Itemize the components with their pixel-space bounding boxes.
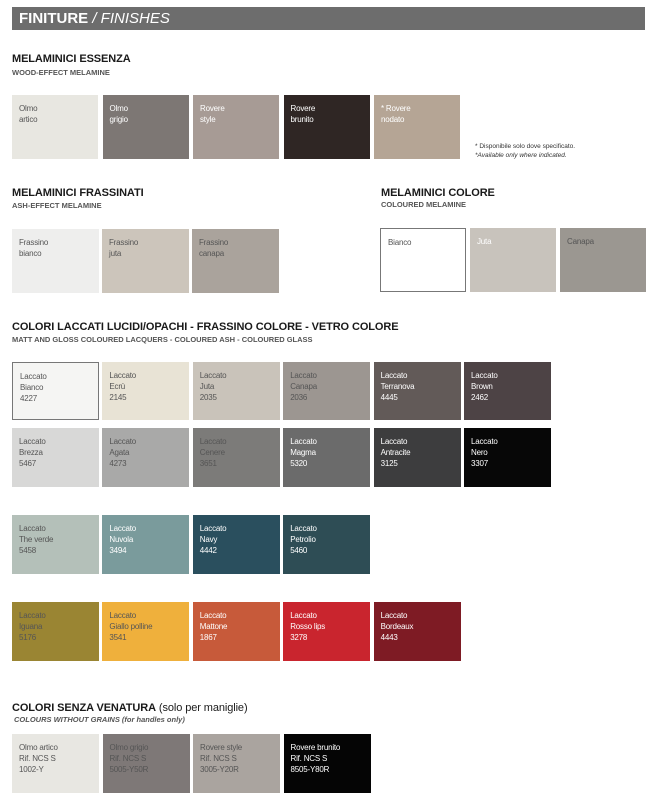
swatch-laccati-row1-4: [283, 362, 370, 420]
swatch-label: Olmo grigio Rif. NCS S 5005-Y50R: [109, 743, 149, 774]
swatch-laccati-row1-3: [193, 362, 280, 420]
swatch-laccati-row4-2: [102, 602, 189, 661]
swatch-laccati-row2-1: [12, 428, 99, 487]
swatch-label: Laccato Navy 4442: [199, 524, 227, 555]
swatch-label: Laccato Giallo polline 3541: [109, 611, 153, 642]
swatch-laccati-row2-2: [102, 428, 189, 487]
page-title: FINITURE / FINISHES: [19, 10, 170, 27]
swatch-label: Laccato Brown 2462: [471, 371, 498, 402]
swatch-label: Olmo artico: [19, 104, 38, 124]
swatch-laccati-row4-5: [374, 602, 461, 661]
swatch-label: Laccato Bordeaux 4443: [380, 611, 414, 642]
swatch-laccati-row3-2: [102, 515, 189, 574]
swatch-label: Rovere brunito Rif. NCS S 8505-Y80R: [290, 743, 341, 774]
swatch-label: Laccato Ecrù 2145: [109, 371, 137, 402]
section-title-essenza: MELAMINICI ESSENZA: [12, 53, 131, 65]
swatch-laccati-row1-2: [102, 362, 189, 420]
swatch-laccati-row2-5: [374, 428, 461, 487]
section-title-senza: COLORI SENZA VENATURA (solo per maniglie): [12, 702, 248, 714]
section-subtitle-senza: COLOURS WITHOUT GRAINS (for handles only): [14, 715, 185, 724]
swatch-laccati-row3-1: [12, 515, 99, 574]
swatch-label: Laccato Nero 3307: [471, 437, 498, 468]
swatch-label: Laccato Terranova 4445: [380, 371, 415, 402]
swatch-laccati-row2-6: [464, 428, 551, 487]
swatch-label: Laccato Mattone 1867: [199, 611, 228, 642]
swatch-label: Laccato Cenere 3651: [199, 437, 227, 468]
swatch-label: Olmo artico Rif. NCS S 1002-Y: [19, 743, 58, 774]
swatch-label: Canapa: [567, 237, 594, 246]
swatch-laccati-row4-1: [12, 602, 99, 661]
swatch-label: Laccato Antracite 3125: [380, 437, 411, 468]
swatch-label: Laccato Juta 2035: [199, 371, 227, 402]
swatch-label: Laccato Rosso lips 3278: [290, 611, 326, 642]
swatch-label: Juta: [477, 237, 492, 246]
swatch-label: Laccato Agata 4273: [109, 437, 137, 468]
swatch-senza-1: [12, 734, 99, 793]
swatch-senza-2: [103, 734, 190, 793]
swatch-label: Laccato Nuvola 3494: [109, 524, 137, 555]
swatch-frassinati-1: [12, 229, 99, 293]
swatch-essenza-4: [284, 95, 370, 159]
swatch-label: Laccato Petrolio 5460: [290, 524, 317, 555]
swatch-label: Rovere style: [200, 104, 225, 124]
swatch-label: Laccato The verde 5458: [19, 524, 54, 555]
swatch-laccati-row1-1: [12, 362, 99, 420]
section-title-laccati: COLORI LACCATI LUCIDI/OPACHI - FRASSINO COLORE - VETRO COLORE: [12, 321, 399, 333]
section-title-colore: MELAMINICI COLORE: [381, 187, 495, 199]
availability-note: * Disponibile solo dove specificato. *Available only where indicated.: [475, 143, 576, 159]
swatch-laccati-row2-4: [283, 428, 370, 487]
swatch-laccati-row1-5: [374, 362, 461, 420]
swatch-laccati-row3-3: [193, 515, 280, 574]
swatch-label: * Rovere nodato: [381, 104, 411, 124]
swatch-label: Rovere brunito: [290, 104, 316, 124]
section-title-frassinati: MELAMINICI FRASSINATI: [12, 187, 144, 199]
swatch-label: Frassino bianco: [19, 238, 49, 258]
swatch-label: Frassino juta: [109, 238, 139, 258]
swatch-frassinati-2: [102, 229, 189, 293]
swatch-label: Laccato Magma 5320: [290, 437, 317, 468]
swatch-laccati-row4-3: [193, 602, 280, 661]
swatch-colore-2: [470, 228, 556, 292]
section-subtitle-frassinati: ASH-EFFECT MELAMINE: [12, 201, 102, 210]
swatch-essenza-1: [12, 95, 98, 159]
swatch-label: Olmo grigio: [109, 104, 128, 124]
swatch-senza-4: [284, 734, 371, 793]
swatch-essenza-5: [374, 95, 460, 159]
swatch-label: Laccato Iguana 5176: [19, 611, 46, 642]
swatch-colore-3: [560, 228, 646, 292]
swatch-label: Laccato Canapa 2036: [290, 371, 318, 402]
swatch-essenza-3: [193, 95, 279, 159]
swatch-frassinati-3: [192, 229, 279, 293]
swatch-senza-3: [193, 734, 280, 793]
swatch-essenza-2: [103, 95, 189, 159]
swatch-laccati-row1-6: [464, 362, 551, 420]
swatch-label: Laccato Brezza 5467: [19, 437, 46, 468]
swatch-label: Frassino canapa: [199, 238, 229, 258]
section-subtitle-essenza: WOOD-EFFECT MELAMINE: [12, 68, 110, 77]
swatch-laccati-row3-4: [283, 515, 370, 574]
swatch-label: Laccato Bianco 4227: [20, 372, 47, 403]
section-subtitle-laccati: MATT AND GLOSS COLOURED LACQUERS - COLOURED ASH - COLOURED GLASS: [12, 335, 313, 344]
swatch-label: Rovere style Rif. NCS S 3005-Y20R: [200, 743, 243, 774]
swatch-colore-1: [380, 228, 466, 292]
section-subtitle-colore: COLOURED MELAMINE: [381, 200, 466, 209]
swatch-laccati-row4-4: [283, 602, 370, 661]
swatch-label: Bianco: [388, 238, 412, 247]
swatch-laccati-row2-3: [193, 428, 280, 487]
header-bar: [12, 7, 645, 30]
